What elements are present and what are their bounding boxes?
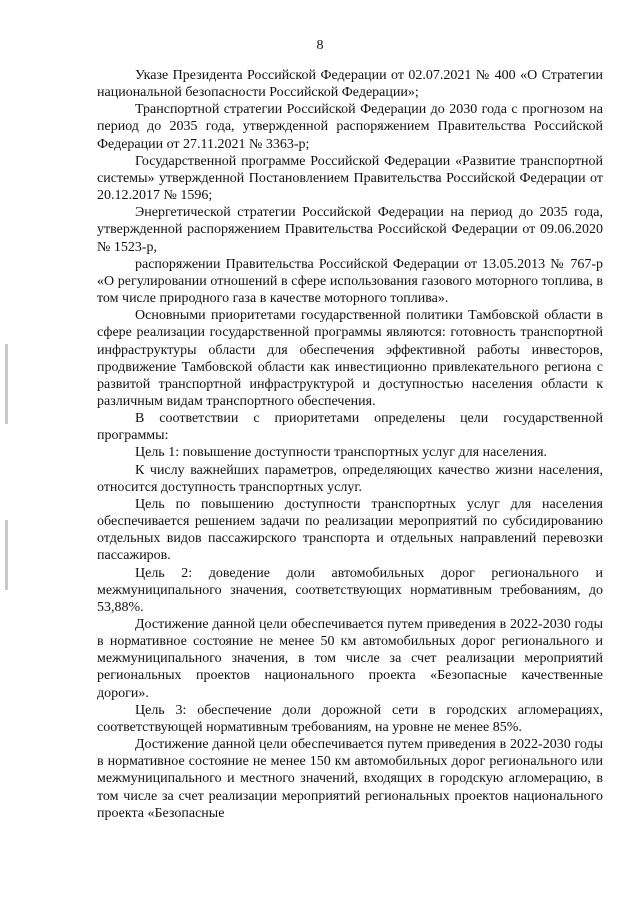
paragraph: распоряжении Правительства Российской Федерации от 13.05.2013 № 767-р «О регулировании отношений в сфере использования газового моторного топлива, в том числе природного газа в качестве моторного топлива».	[97, 256, 603, 307]
paragraph: К числу важнейших параметров, определяющих качество жизни населения, относится доступность транспортных услуг.	[97, 462, 603, 495]
paragraph: Транспортной стратегии Российской Федерации до 2030 года с прогнозом на период до 2035 года, утвержденной распоряжением Правительства Российской Федерации от 27.11.2021 № 3363-р;	[97, 102, 603, 152]
paragraph: Цель 3: обеспечение доли дорожной сети в городских агломерациях, соответствующей нормативным требованиям, на уровне не менее 85%.	[97, 702, 603, 735]
page-number: 8	[316, 38, 324, 53]
document-body	[97, 67, 603, 822]
paragraph: Цель по повышению доступности транспортных услуг для населения обеспечивается решением задачи по реализации мероприятий по субсидированию отдельных видов пассажирского транспорта и отдельных направлений перевозки пассажиров.	[97, 496, 603, 564]
paragraph: В соответствии с приоритетами определены цели государственной программы:	[97, 411, 603, 444]
paragraph: Государственной программе Российской Федерации «Развитие транспортной системы» утвержденной Постановлением Правительства Российской Федерации от 20.12.2017 № 1596;	[97, 153, 603, 204]
paragraph: Основными приоритетами государственной политики Тамбовской области в сфере реализации государственной программы являются: готовность транспортной инфраструктуры области для обеспечения эффективной работы инвесторов, продвижение Тамбовской области как инвестиционно привлекательного региона с развитой транспортной инфраструктурой и доступностью населения области к различным видам транспортного обеспечения.	[97, 308, 603, 409]
paragraph: Достижение данной цели обеспечивается путем приведения в 2022-2030 годы в нормативное состояние не менее 50 км автомобильных дорог регионального и межмуниципального значения, в том числе за счет реализации мероприятий региональных проектов национального проекта «Безопасные качественные дороги».	[97, 617, 603, 701]
scan-margin-mark	[5, 520, 8, 590]
paragraph: Энергетической стратегии Российской Федерации на период до 2035 года, утвержденной распоряжением Правительства Российской Федерации от 09.06.2020 № 1523-р,	[97, 205, 603, 255]
paragraph: Цель 1: повышение доступности транспортных услуг для населения.	[135, 445, 548, 461]
scan-margin-mark	[5, 344, 8, 424]
paragraph: Достижение данной цели обеспечивается путем приведения в 2022-2030 годы в нормативное состояние не менее 150 км автомобильных дорог регионального или межмуниципального и местного значений, входящих в городскую агломерацию, в том числе за счет реализации мероприятий региональных проектов национального проекта «Безопасные	[97, 737, 603, 821]
paragraph: Цель 2: доведение доли автомобильных дорог регионального и межмуниципального значения, соответствующих нормативным требованиям, до 53,88%.	[97, 565, 603, 615]
paragraph: Указе Президента Российской Федерации от 02.07.2021 № 400 «О Стратегии национальной безопасности Российской Федерации»;	[97, 68, 603, 101]
